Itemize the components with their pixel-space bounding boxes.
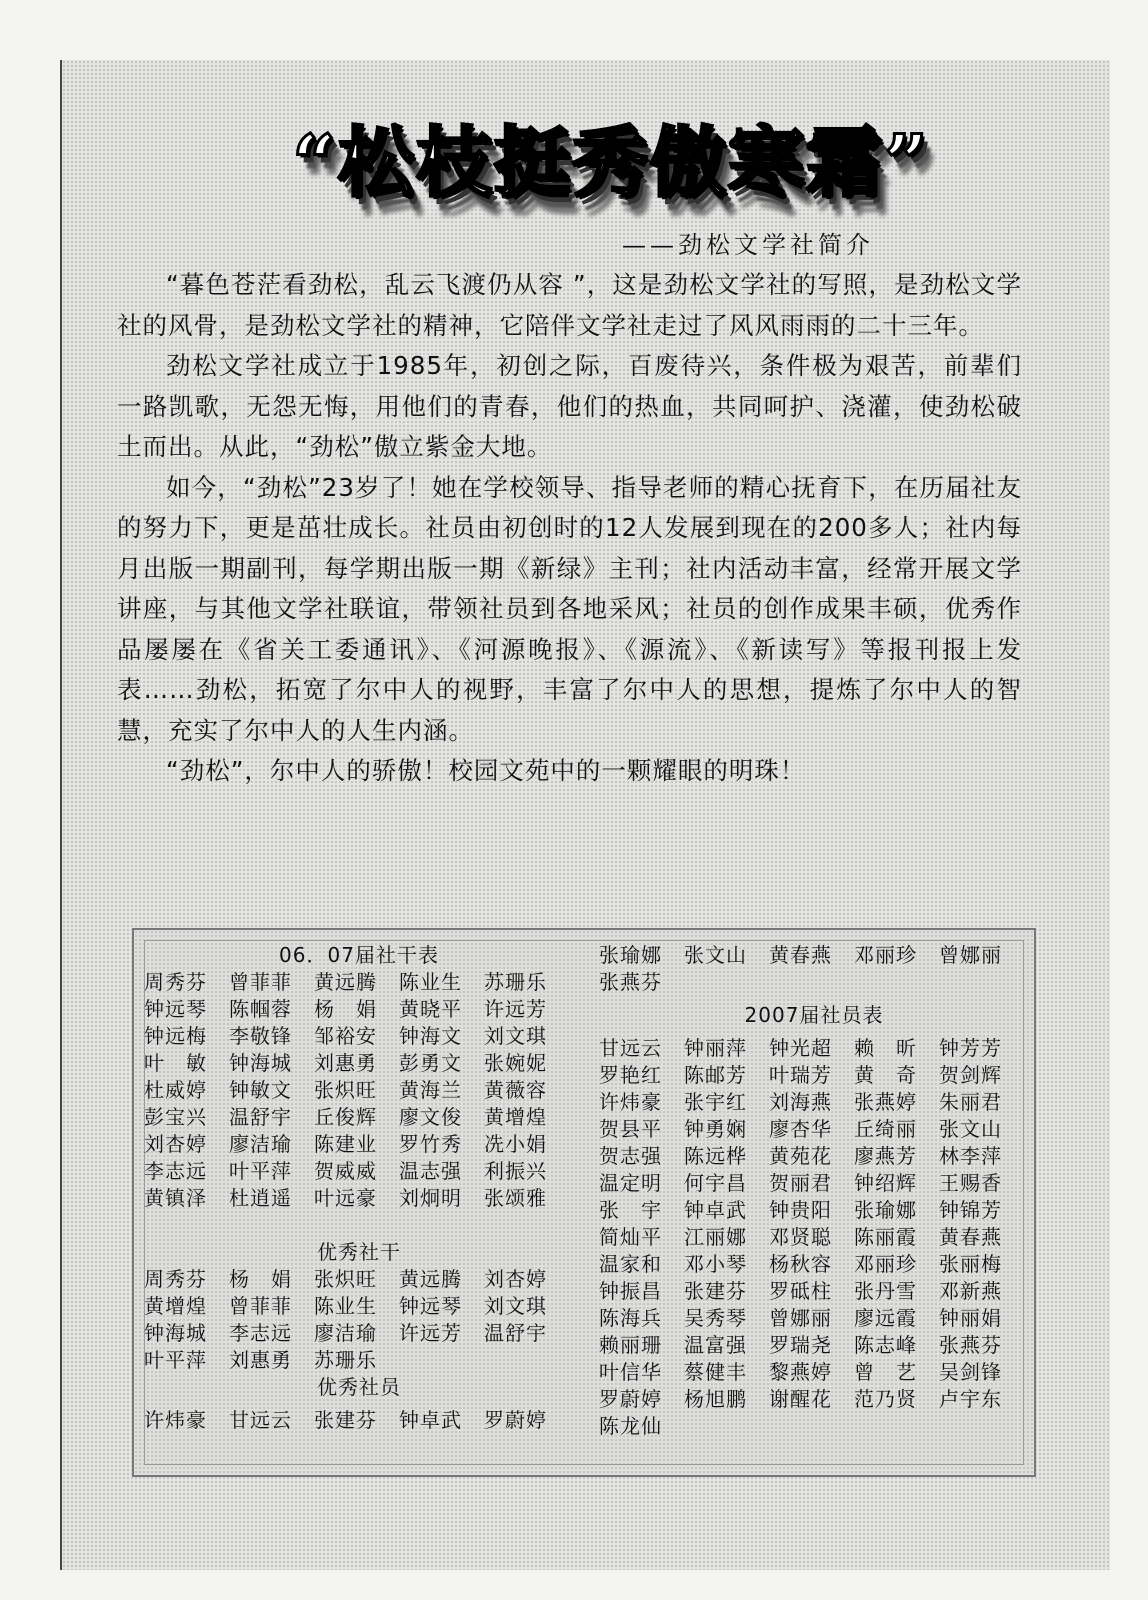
spacer — [144, 1212, 574, 1239]
roster-name: 甘远云 — [599, 1036, 662, 1060]
roster-name: 冼小娟 — [484, 1132, 547, 1156]
roster-name: 陈业生 — [399, 970, 462, 994]
roster-name: 卢宇东 — [939, 1387, 1002, 1411]
roster-name: 李志远 — [144, 1159, 207, 1183]
roster-name: 李志远 — [229, 1321, 292, 1345]
roster-name: 许炜豪 — [144, 1408, 207, 1432]
roster-name: 简灿平 — [599, 1225, 662, 1249]
roster-name: 钟敏文 — [229, 1078, 292, 1102]
roster-name: 黄 奇 — [854, 1063, 917, 1087]
roster-name: 林李萍 — [939, 1144, 1002, 1168]
roster-name: 张丽梅 — [939, 1252, 1002, 1276]
roster-name: 温富强 — [684, 1333, 747, 1357]
roster-name: 杨秋容 — [769, 1252, 832, 1276]
roster-name: 黄增煌 — [144, 1294, 207, 1318]
roster-name: 黄春燕 — [769, 943, 832, 967]
members-title: 2007届社员表 — [744, 1003, 884, 1027]
paragraph: “劲松”，尔中人的骄傲！校园文苑中的一颗耀眼的明珠！ — [166, 756, 806, 785]
roster-name: 陈志峰 — [854, 1333, 917, 1357]
roster-name: 赖丽珊 — [599, 1333, 662, 1357]
roster-name: 刘文琪 — [484, 1294, 547, 1318]
roster-name: 邓丽珍 — [854, 1252, 917, 1276]
roster-name: 曾菲菲 — [229, 1294, 292, 1318]
roster-name: 苏珊乐 — [484, 970, 547, 994]
roster-name: 贺剑辉 — [939, 1063, 1002, 1087]
roster-name: 曾娜丽 — [769, 1306, 832, 1330]
roster-name: 张婉妮 — [484, 1051, 547, 1075]
roster-name: 陈帼蓉 — [229, 997, 292, 1021]
roster-name: 刘惠勇 — [314, 1051, 377, 1075]
roster-name: 李敬锋 — [229, 1024, 292, 1048]
roster-name: 陈远桦 — [684, 1144, 747, 1168]
roster-right-column — [599, 942, 1029, 1440]
paragraph: “暮色苍茫看劲松，乱云飞渡仍从容 ”，这是劲松文学社的写照，是劲松文学社的风骨，是劲松文学社的精神，它陪伴文学社走过了风风雨雨的二十三年。 — [117, 270, 1022, 340]
roster-name: 陈龙仙 — [599, 1414, 662, 1438]
title-area — [62, 102, 1110, 211]
roster-name: 廖洁瑜 — [314, 1321, 377, 1345]
roster-name: 钟贵阳 — [769, 1198, 832, 1222]
roster-name: 周秀芬 — [144, 970, 207, 994]
roster-name: 叶信华 — [599, 1360, 662, 1384]
roster-name: 彭宝兴 — [144, 1105, 207, 1129]
cadres-title: 06．07届社干表 — [279, 943, 439, 967]
roster-name: 张文山 — [939, 1117, 1002, 1141]
roster-name: 钟远琴 — [399, 1294, 462, 1318]
page-title: “松枝挺秀傲寒霜” — [292, 118, 930, 207]
roster-name: 蔡健丰 — [684, 1360, 747, 1384]
roster-name: 黄晓平 — [399, 997, 462, 1021]
roster-name: 陈海兵 — [599, 1306, 662, 1330]
excellent-members-title: 优秀社员 — [317, 1375, 401, 1399]
roster-name: 刘杏婷 — [144, 1132, 207, 1156]
roster-name: 范乃贤 — [854, 1387, 917, 1411]
roster-name: 王赐香 — [939, 1171, 1002, 1195]
roster-name: 钟远琴 — [144, 997, 207, 1021]
roster-name: 贺丽君 — [769, 1171, 832, 1195]
roster-name: 吴剑锋 — [939, 1360, 1002, 1384]
roster-name: 张瑜娜 — [599, 943, 662, 967]
roster-name: 甘远云 — [229, 1408, 292, 1432]
cadres-list — [144, 969, 574, 1212]
roster-name: 丘绮丽 — [854, 1117, 917, 1141]
roster-name: 黄海兰 — [399, 1078, 462, 1102]
roster-name: 叶 敏 — [144, 1051, 207, 1075]
roster-name: 黄远腾 — [314, 970, 377, 994]
roster-name: 许远芳 — [484, 997, 547, 1021]
roster-name: 钟卓武 — [684, 1198, 747, 1222]
roster-name: 苏珊乐 — [314, 1348, 377, 1372]
roster-name: 张燕芬 — [939, 1333, 1002, 1357]
roster-name: 廖洁瑜 — [229, 1132, 292, 1156]
roster-name: 周秀芬 — [144, 1267, 207, 1291]
roster-name: 廖燕芳 — [854, 1144, 917, 1168]
roster-name: 廖文俊 — [399, 1105, 462, 1129]
roster-name: 温舒宇 — [229, 1105, 292, 1129]
roster-name: 叶平萍 — [229, 1159, 292, 1183]
roster-name: 温定明 — [599, 1171, 662, 1195]
roster-name: 丘俊辉 — [314, 1105, 377, 1129]
paragraph: 如今，“劲松”23岁了！她在学校领导、指导老师的精心抚育下，在历届社友的努力下，更是茁壮成长。社员由初创时的12人发展到现在的200多人；社内每月出版一期副刊，每学期出版一期《新绿》主刊；社内活动丰富，经常开展文学讲座，与其他文学社联谊，带领社员到各地采风；社员的创作成果丰硕，优秀作品屡屡在《省关工委通讯》、《河源晚报》、《源流》、《新读写》等报刊报上发表……劲松，拓宽了尔中人的视野，丰富了尔中人的思想，提炼了尔中人的智慧，充实了尔中人的人生内涵。 — [117, 472, 1022, 745]
roster-name: 张炽旺 — [314, 1078, 377, 1102]
roster-name: 叶远豪 — [314, 1186, 377, 1210]
roster-name: 叶平萍 — [144, 1348, 207, 1372]
roster-name: 黄镇泽 — [144, 1186, 207, 1210]
roster-name: 邹裕安 — [314, 1024, 377, 1048]
roster-name: 张宇红 — [684, 1090, 747, 1114]
article-body — [117, 265, 1022, 792]
roster-name: 钟勇娴 — [684, 1117, 747, 1141]
roster-name: 黄春燕 — [939, 1225, 1002, 1249]
roster-name: 彭勇文 — [399, 1051, 462, 1075]
roster-name: 陈业生 — [314, 1294, 377, 1318]
roster-name: 何宇昌 — [684, 1171, 747, 1195]
members-prefix-list — [599, 942, 1029, 996]
roster-name: 贺威威 — [314, 1159, 377, 1183]
roster-name: 杨 娟 — [229, 1267, 292, 1291]
roster-name: 钟芳芳 — [939, 1036, 1002, 1060]
roster-name: 钟绍辉 — [854, 1171, 917, 1195]
roster-name: 邓丽珍 — [854, 943, 917, 967]
roster-name: 廖远霞 — [854, 1306, 917, 1330]
roster-name: 刘炯明 — [399, 1186, 462, 1210]
roster-name: 钟丽萍 — [684, 1036, 747, 1060]
members-list — [599, 1035, 1029, 1440]
roster-name: 黎燕婷 — [769, 1360, 832, 1384]
roster-name: 张建芬 — [314, 1408, 377, 1432]
excellent-members-list — [144, 1407, 574, 1434]
roster-name: 吴秀琴 — [684, 1306, 747, 1330]
roster-left-column — [144, 942, 574, 1434]
roster-name: 罗蔚婷 — [599, 1387, 662, 1411]
roster-name: 钟锦芳 — [939, 1198, 1002, 1222]
roster-name: 钟海城 — [144, 1321, 207, 1345]
roster-name: 刘杏婷 — [484, 1267, 547, 1291]
roster-name: 张建芬 — [684, 1279, 747, 1303]
roster-box — [132, 928, 1036, 1477]
roster-name: 谢醒花 — [769, 1387, 832, 1411]
roster-name: 杨 娟 — [314, 997, 377, 1021]
roster-name: 张颂雅 — [484, 1186, 547, 1210]
roster-name: 刘惠勇 — [229, 1348, 292, 1372]
roster-name: 邓新燕 — [939, 1279, 1002, 1303]
page-subtitle: ——劲松文学社简介 — [622, 231, 874, 259]
roster-name: 罗瑞尧 — [769, 1333, 832, 1357]
roster-name: 邓小琴 — [684, 1252, 747, 1276]
excellent-cadres-list — [144, 1266, 574, 1374]
roster-name: 黄薇容 — [484, 1078, 547, 1102]
roster-name: 朱丽君 — [939, 1090, 1002, 1114]
roster-name: 曾 艺 — [854, 1360, 917, 1384]
roster-name: 钟卓武 — [399, 1408, 462, 1432]
roster-name: 杨旭鹏 — [684, 1387, 747, 1411]
roster-name: 罗蔚婷 — [484, 1408, 547, 1432]
roster-name: 钟海文 — [399, 1024, 462, 1048]
roster-name: 张文山 — [684, 943, 747, 967]
roster-name: 黄苑花 — [769, 1144, 832, 1168]
roster-name: 张燕婷 — [854, 1090, 917, 1114]
roster-name: 刘文琪 — [484, 1024, 547, 1048]
document-page — [60, 60, 1110, 1570]
roster-name: 钟海城 — [229, 1051, 292, 1075]
roster-name: 钟光超 — [769, 1036, 832, 1060]
paragraph: 劲松文学社成立于1985年，初创之际，百废待兴，条件极为艰苦，前辈们一路凯歌，无怨无悔，用他们的青春，他们的热血，共同呵护、浇灌，使劲松破土而出。从此，“劲松”傲立紫金大地。 — [117, 351, 1022, 461]
roster-name: 江丽娜 — [684, 1225, 747, 1249]
roster-name: 利振兴 — [484, 1159, 547, 1183]
roster-name: 贺县平 — [599, 1117, 662, 1141]
roster-name: 张瑜娜 — [854, 1198, 917, 1222]
roster-name: 曾娜丽 — [939, 943, 1002, 967]
roster-name: 张丹雪 — [854, 1279, 917, 1303]
excellent-cadres-title: 优秀社干 — [317, 1240, 401, 1264]
roster-name: 黄增煌 — [484, 1105, 547, 1129]
roster-name: 赖 昕 — [854, 1036, 917, 1060]
roster-name: 罗砥柱 — [769, 1279, 832, 1303]
roster-name: 贺志强 — [599, 1144, 662, 1168]
roster-name: 陈邮芳 — [684, 1063, 747, 1087]
roster-name: 廖杏华 — [769, 1117, 832, 1141]
roster-name: 叶瑞芳 — [769, 1063, 832, 1087]
roster-name: 刘海燕 — [769, 1090, 832, 1114]
roster-name: 罗艳红 — [599, 1063, 662, 1087]
roster-name: 曾菲菲 — [229, 970, 292, 994]
roster-name: 温舒宇 — [484, 1321, 547, 1345]
roster-name: 温志强 — [399, 1159, 462, 1183]
roster-name: 许远芳 — [399, 1321, 462, 1345]
roster-name: 邓贤聪 — [769, 1225, 832, 1249]
roster-name: 罗竹秀 — [399, 1132, 462, 1156]
roster-name: 张 宇 — [599, 1198, 662, 1222]
roster-name: 黄远腾 — [399, 1267, 462, 1291]
roster-name: 陈建业 — [314, 1132, 377, 1156]
roster-name: 钟丽娟 — [939, 1306, 1002, 1330]
roster-name: 杜威婷 — [144, 1078, 207, 1102]
roster-name: 温家和 — [599, 1252, 662, 1276]
roster-name: 杜逍遥 — [229, 1186, 292, 1210]
roster-name: 钟远梅 — [144, 1024, 207, 1048]
roster-name: 钟振昌 — [599, 1279, 662, 1303]
roster-name: 张炽旺 — [314, 1267, 377, 1291]
roster-name: 许炜豪 — [599, 1090, 662, 1114]
roster-name: 陈丽霞 — [854, 1225, 917, 1249]
roster-name: 张燕芬 — [599, 970, 662, 994]
